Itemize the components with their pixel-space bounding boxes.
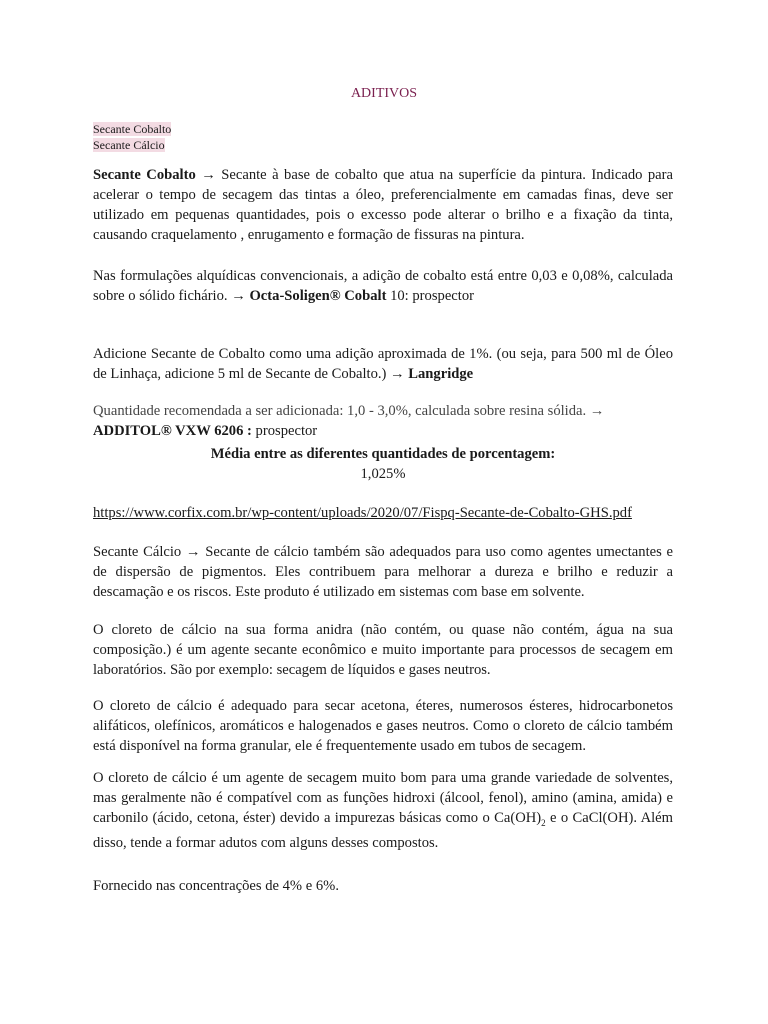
source-note: prospector bbox=[251, 423, 318, 439]
brand-langridge: Langridge bbox=[408, 366, 474, 382]
average-label: Média entre as diferentes quantidades de porcentagem: bbox=[210, 446, 556, 462]
toc-list bbox=[93, 121, 171, 153]
paragraph-text: Quantidade recomendada a ser adicionada: 1,0 - 3,0%, calculada sobre resina sólida. → bbox=[93, 403, 605, 419]
toc-item-secante-cobalto[interactable]: Secante Cobalto bbox=[93, 122, 172, 136]
paragraph-formulacoes bbox=[93, 266, 673, 306]
page-title: ADITIVOS bbox=[350, 86, 418, 101]
paragraph-secante-calcio: Secante Cálcio → Secante de cálcio também são adequados para uso como agentes umectantes e de dispersão de pigmentos. Eles contribuem para melhorar a dureza e brilho e reduzir a descamação e os riscos. Este produto é utilizado em sistemas com base em solvente. bbox=[93, 544, 673, 600]
paragraph-secante-cobalto bbox=[93, 165, 673, 245]
paragraph-cloreto-anidro: O cloreto de cálcio na sua forma anidra (não contém, ou quase não contém, água na sua composição.) é um agente secante econômico e muito importante para processos de secagem em laboratórios. São por exemplo: secagem de líquidos e gases neutros. bbox=[93, 622, 673, 678]
average-value: 1,025% bbox=[360, 466, 406, 482]
subscript: 2 bbox=[541, 817, 546, 828]
paragraph-quantidade bbox=[93, 401, 673, 441]
link-row bbox=[93, 503, 673, 523]
paragraph-text: → Secante à base de cobalto que atua na superfície da pintura. Indicado para acelerar o tempo de secagem das tintas a óleo, preferencialmente em camadas finas, deve ser utilizado em pequenas quantidades, pois o excesso pode alterar o brilho e a fixação da tinta, causando craquelamento , enrugamento e formação de fissuras na pintura. bbox=[93, 167, 673, 243]
product-additol: ADDITOL® VXW 6206 : bbox=[93, 423, 252, 439]
paragraph-text: O cloreto de cálcio é um agente de secagem muito bom para uma grande variedade de solventes, mas geralmente não é compatível com as funções hidroxi (álcool, fenol), amino (amina, amida) e carbonilo (ácido, cetona, éster) devido a impurezas básicas como o Ca(OH) bbox=[93, 770, 673, 826]
paragraph-adicione bbox=[93, 344, 673, 384]
product-octa-soligen: Octa-Soligen® Cobalt bbox=[249, 288, 387, 304]
average-block bbox=[93, 444, 673, 484]
paragraph-cloreto-agente bbox=[93, 768, 673, 853]
paragraph-text: e o CaCl(OH). Além disso, tende a formar adutos com alguns desses compostos. bbox=[93, 810, 673, 851]
paragraph-text: Nas formulações alquídicas convencionais, a adição de cobalto está entre 0,03 e 0,08%, calculada sobre o sólido fichário. → bbox=[93, 268, 673, 304]
paragraph-text: Adicione Secante de Cobalto como uma adição aproximada de 1%. (ou seja, para 500 ml de Óleo de Linhaça, adicione 5 ml de Secante de Cobalto.) → bbox=[93, 346, 673, 382]
toc-item-secante-calcio[interactable]: Secante Cálcio bbox=[93, 138, 165, 152]
term-secante-cobalto: Secante Cobalto bbox=[93, 167, 196, 183]
paragraph-cloreto-adequado: O cloreto de cálcio é adequado para secar acetona, éteres, numerosos ésteres, hidrocarbonetos alifáticos, olefínicos, aromáticos e halogenados e gases neutros. Como o cloreto de cálcio também está disponível na forma granular, ele é frequentemente usado em tubos de secagem. bbox=[93, 698, 673, 754]
source-note: 10: prospector bbox=[386, 288, 474, 304]
fispq-link[interactable]: https://www.corfix.com.br/wp-content/uploads/2020/07/Fispq-Secante-de-Cobalto-GHS.pdf bbox=[93, 505, 632, 521]
paragraph-fornecido: Fornecido nas concentrações de 4% e 6%. bbox=[93, 878, 339, 894]
